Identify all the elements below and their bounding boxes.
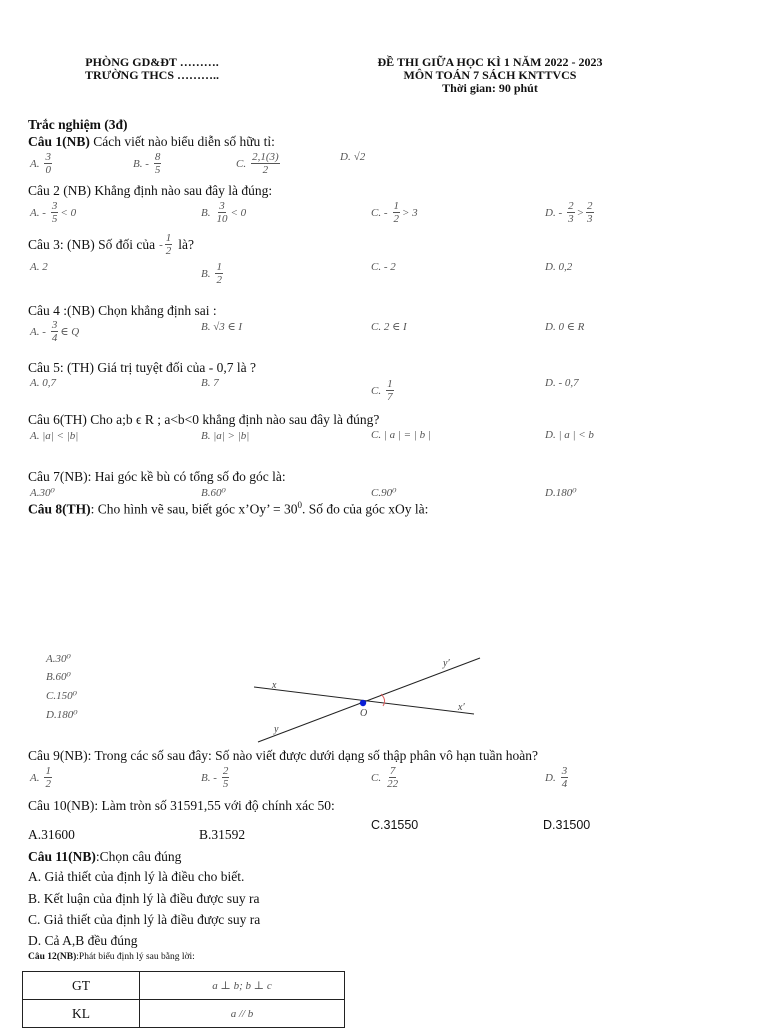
header-right xyxy=(370,56,610,95)
q2-option-a: A. - $\frac{3}{5}$ < 0 xyxy=(30,200,77,225)
q1-option-a: A. $\frac{3}{0}$ xyxy=(30,151,51,176)
q3-option-a: A. 2 xyxy=(30,261,48,273)
q4-option-c: C. 2 ∈ I xyxy=(371,321,407,333)
subject-line: MÔN TOÁN 7 SÁCH KNTTVCS xyxy=(403,68,577,82)
q11-text: Câu 11(NB):Chọn câu đúng xyxy=(28,849,182,864)
q12-text: Câu 12(NB):Phát biểu định lý sau bằng lời: xyxy=(28,952,195,962)
q8-option-a: A.30⁰ xyxy=(46,653,71,665)
q9-option-c: C. $\frac{7}{22}$ xyxy=(371,765,399,790)
gt-cell: GT xyxy=(23,972,140,1000)
q6-text: Câu 6(TH) Cho a;b ϵ R ; a<b<0 khẳng định nào sau đây là đúng? xyxy=(28,412,380,427)
line-y-yprime xyxy=(258,658,480,742)
q9-option-d: D. $\frac{3}{4}$ xyxy=(545,765,568,790)
q6-option-b: B. |a| > |b| xyxy=(201,430,250,442)
q7-text: Câu 7(NB): Hai góc kề bù có tổng số đo góc là: xyxy=(28,469,286,484)
q2-option-d: D. - $\frac{2}{3}$ > $\frac{2}{3}$ xyxy=(545,200,593,225)
point-o xyxy=(360,700,366,706)
q6-option-a: A. |a| < |b| xyxy=(30,430,79,442)
q1-option-b: B. - $\frac{8}{5}$ xyxy=(133,151,161,176)
q6-option-d: D. | a | < b xyxy=(545,429,594,441)
label-y: y xyxy=(274,724,279,735)
q11-option-c: C. Giả thiết của định lý là điều được suy ra xyxy=(28,912,261,927)
section-title: Trắc nghiệm (3đ) xyxy=(28,117,128,132)
q5-option-b: B. 7 xyxy=(201,377,219,389)
time-line: Thời gian: 90 phút xyxy=(442,81,538,95)
q10-option-d: D.31500 xyxy=(543,818,591,832)
school-line: TRƯỜNG THCS ……….. xyxy=(84,68,219,82)
q1-option-c: C. $\frac{2,1(3)}{2}$ xyxy=(236,151,279,176)
q12-label: Câu 12(NB) xyxy=(28,952,77,962)
exam-title: ĐỀ THI GIỮA HỌC KÌ 1 NĂM 2022 - 2023 xyxy=(377,55,603,69)
q5-option-c: C. $\frac{1}{7}$ xyxy=(371,378,393,403)
dept-line: PHÒNG GD&ĐT ………. xyxy=(85,55,219,69)
q4-option-d: D. 0 ∈ R xyxy=(545,321,585,333)
q11-option-d: D. Cả A,B đều đúng xyxy=(28,933,138,948)
q3-option-d: D. 0,2 xyxy=(545,261,573,273)
q10-option-c: C.31550 xyxy=(371,818,419,832)
q5-option-d: D. - 0,7 xyxy=(545,377,579,389)
q11-label: Câu 11(NB) xyxy=(28,849,96,864)
q4-option-b: B. √3 ∈ I xyxy=(201,321,243,333)
q8-label: Câu 8(TH) xyxy=(28,501,91,517)
q5-text: Câu 5: (TH) Giá trị tuyệt đối của - 0,7 là ? xyxy=(28,360,256,375)
q2-option-b: B. $\frac{3}{10}$ < 0 xyxy=(201,200,247,225)
angle-arc xyxy=(381,694,385,706)
q8-text: Câu 8(TH): Cho hình vẽ sau, biết góc x’Oy’ = $30^0$. Số đo của góc xOy là: xyxy=(28,500,429,517)
q9-option-b: B. - $\frac{2}{5}$ xyxy=(201,765,229,790)
q4-option-a: A. - $\frac{3}{4}$ ∈ Q xyxy=(30,319,80,344)
header-left xyxy=(62,56,242,82)
q9-text: Câu 9(NB): Trong các số sau đây: Số nào viết được dưới dạng số thập phân vô hạn tuần hoàn? xyxy=(28,748,538,763)
q5-option-a: A. 0,7 xyxy=(30,377,56,389)
q10-text: Câu 10(NB): Làm tròn số 31591,55 với độ chính xác 50: xyxy=(28,798,335,813)
table-row xyxy=(23,1000,345,1028)
gt-kl-table xyxy=(22,971,345,1028)
q1-text xyxy=(28,134,275,150)
label-o: O xyxy=(360,708,368,719)
q8-option-b: B.60⁰ xyxy=(46,671,71,683)
q7-option-b: B.60⁰ xyxy=(201,487,226,499)
q8-option-c: C.150⁰ xyxy=(46,690,77,702)
q10-option-b: B.31592 xyxy=(199,827,246,842)
q7-option-c: C.90⁰ xyxy=(371,487,397,499)
q2-text: Câu 2 (NB) Khẳng định nào sau đây là đúng: xyxy=(28,183,273,198)
table-row xyxy=(23,972,345,1000)
q1-label: Câu 1(NB) xyxy=(28,134,90,149)
q9-option-a: A. $\frac{1}{2}$ xyxy=(30,765,51,790)
q2-option-c: C. - $\frac{1}{2}$ > 3 xyxy=(371,200,418,225)
label-x-prime: x′ xyxy=(458,702,465,713)
q7-option-d: D.180⁰ xyxy=(545,487,577,499)
q11-option-a: A. Giả thiết của định lý là điều cho biết. xyxy=(28,869,245,884)
q1-option-d: D. √2 xyxy=(340,151,366,163)
kl-cell: KL xyxy=(23,1000,140,1028)
q8-option-d: D.180⁰ xyxy=(46,709,78,721)
q4-text: Câu 4 :(NB) Chọn khẳng định sai : xyxy=(28,303,217,318)
kl-value-cell: a // b xyxy=(140,1000,345,1028)
q8-figure xyxy=(240,650,500,750)
label-y-prime: y′ xyxy=(443,658,450,669)
q3-option-b: B. $\frac{1}{2}$ xyxy=(201,261,222,286)
q3-option-c: C. - 2 xyxy=(371,261,396,273)
q11-option-b: B. Kết luận của định lý là điều được suy ra xyxy=(28,891,260,906)
q1-stem: Cách viết nào biểu diễn số hữu tỉ: xyxy=(89,134,275,149)
q10-option-a: A.31600 xyxy=(28,827,75,842)
q7-option-a: A.30⁰ xyxy=(30,487,55,499)
q3-text: Câu 3: (NB) Số đối của - $\frac{1}{2}$ là? xyxy=(28,232,195,257)
gt-value-cell: a ⊥ b; b ⊥ c xyxy=(140,972,345,1000)
q6-option-c: C. | a | = | b | xyxy=(371,429,431,441)
label-x: x xyxy=(272,680,277,691)
